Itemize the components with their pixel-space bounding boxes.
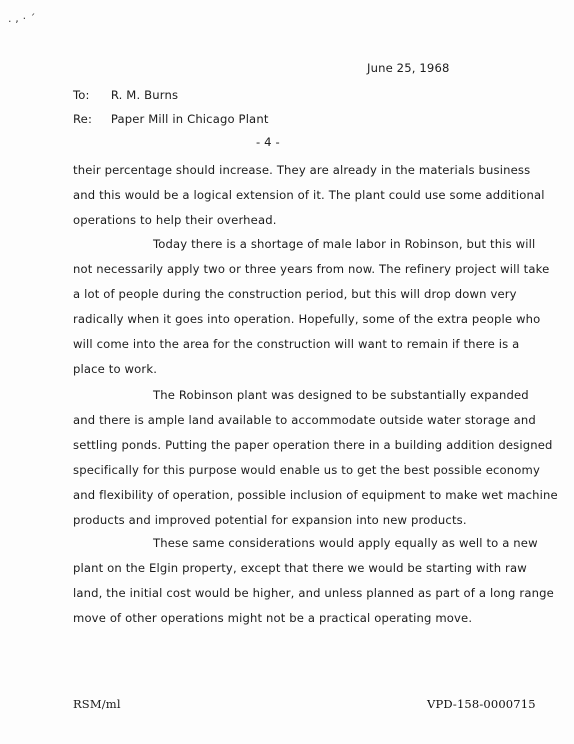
paragraph-line: specifically for this purpose would enable us to get the best possible economy — [73, 463, 540, 477]
paragraph-line: operations to help their overhead. — [73, 213, 277, 227]
paragraph-line: Today there is a shortage of male labor in Robinson, but this will — [153, 237, 536, 251]
paragraph-line: a lot of people during the construction period, but this will drop down very — [73, 287, 517, 301]
paragraph-line: and there is ample land available to accommodate outside water storage and — [73, 413, 536, 427]
paragraph-line: not necessarily apply two or three years from now. The refinery project will take — [73, 262, 550, 276]
re-label: Re: — [73, 112, 93, 126]
to-recipient: R. M. Burns — [110, 88, 179, 102]
to-label: To: — [73, 88, 90, 102]
re-line — [73, 112, 269, 126]
paragraph-line: products and improved potential for expansion into new products. — [73, 513, 467, 527]
paragraph-2 — [73, 232, 550, 382]
paragraph-line: place to work. — [73, 362, 158, 376]
paragraph-line: and this would be a logical extension of it. The plant could use some additional — [73, 188, 545, 202]
paragraph-line: and flexibility of operation, possible inclusion of equipment to make wet machine — [73, 488, 558, 502]
paragraph-line: land, the initial cost would be higher, and unless planned as part of a long range — [73, 586, 554, 600]
re-subject: Paper Mill in Chicago Plant — [110, 112, 269, 126]
bates-number: VPD-158-0000715 — [427, 697, 536, 711]
paragraph-line: plant on the Elgin property, except that there we would be starting with raw — [73, 561, 527, 575]
paragraph-line: will come into the area for the construction will want to remain if there is a — [73, 337, 520, 351]
to-line — [73, 88, 178, 102]
paragraph-line: their percentage should increase. They are already in the materials business — [73, 163, 531, 177]
paragraph-line: The Robinson plant was designed to be substantially expanded — [153, 388, 529, 402]
paragraph-1 — [73, 158, 545, 233]
corner-marks: . , · ´ — [8, 12, 36, 25]
letter-date: June 25, 1968 — [367, 61, 450, 75]
paragraph-line: settling ponds. Putting the paper operation there in a building addition designed — [73, 438, 553, 452]
paragraph-line: radically when it goes into operation. Hopefully, some of the extra people who — [73, 312, 541, 326]
paragraph-line: These same considerations would apply equally as well to a new — [153, 536, 538, 550]
page-number: - 4 - — [256, 135, 280, 149]
typist-initials: RSM/ml — [73, 697, 121, 711]
paragraph-3 — [73, 383, 558, 533]
paragraph-line: move of other operations might not be a practical operating move. — [73, 611, 473, 625]
paragraph-4 — [73, 531, 554, 631]
